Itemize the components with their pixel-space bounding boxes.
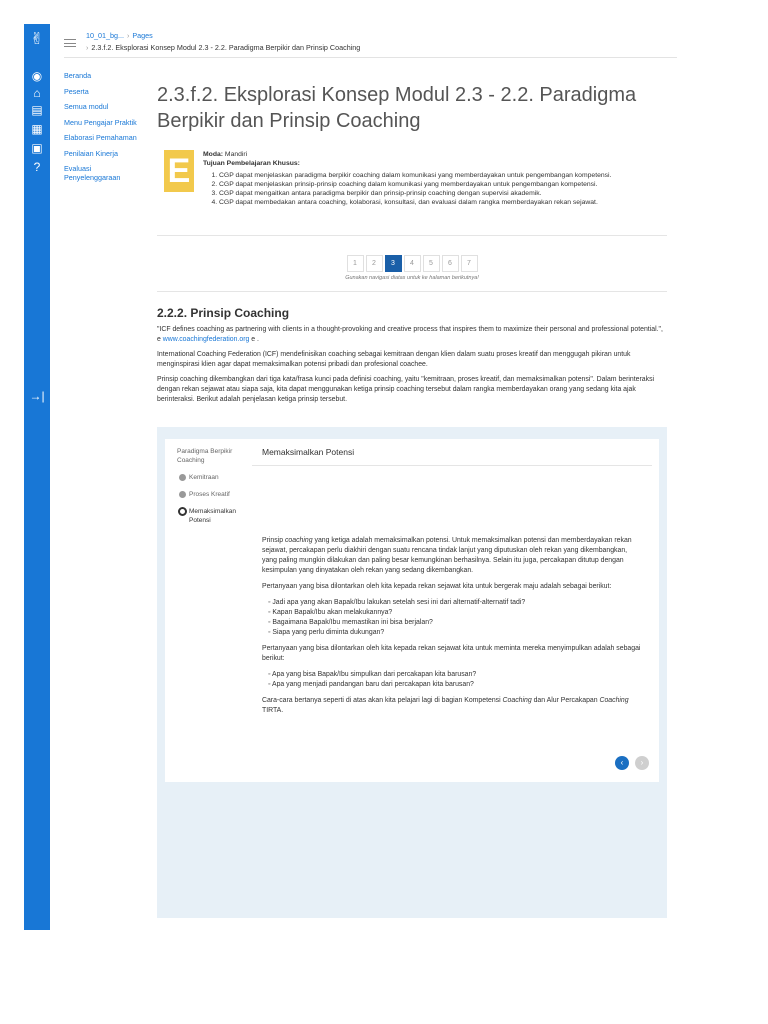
dashboard-icon[interactable]: ⌂: [33, 86, 41, 100]
pagination: [157, 252, 667, 270]
divider: [157, 291, 667, 292]
objectives-list: [203, 171, 667, 207]
print-icon[interactable]: ▣: [31, 141, 43, 155]
app-logo-icon[interactable]: ✌: [30, 31, 44, 48]
text-run: TIRTA.: [262, 707, 284, 714]
tab-paragraph-2: Pertanyaan yang bisa dilontarkan oleh kita kepada rekan sejawat kita untuk bergerak maju adalah sebagai berikut:: [262, 583, 612, 590]
text-emphasis: coaching: [284, 537, 313, 544]
objectives-text: [203, 150, 667, 207]
sidebar-item-menu-pengajar[interactable]: Menu Pengajar Praktik: [64, 117, 137, 127]
sidebar-item-peserta[interactable]: Peserta: [64, 86, 89, 96]
page-button-2[interactable]: 2: [366, 255, 383, 272]
text-run: yang ketiga adalah memaksimalkan potensi. Untuk memaksimalkan potensi dan memberdayakan rekan sejawat, percakapan perlu diakhiri dengan suatu rencana tindak lanjut yang diputuskan oleh rekan yang dikembangkan, yang paling mungkin dilakukan dan paling besar kemungkinan berhasilnya. Selain itu juga, percakapan ditutup dengan kesimpulan yang dinyatakan oleh rekan yang sedang dikembangkan.: [262, 537, 632, 574]
objectives-box: [157, 150, 667, 236]
page-button-1[interactable]: 1: [347, 255, 364, 272]
sidebar-item-penilaian[interactable]: Penilaian Kinerja: [64, 148, 118, 158]
text-run: dan Alur Percakapan: [531, 697, 600, 704]
collapse-icon[interactable]: →|: [29, 389, 45, 403]
icf-quote: [157, 325, 667, 345]
page-title: 2.3.f.2. Eksplorasi Konsep Modul 2.3 - 2.2. Paradigma Berpikir dan Prinsip Coaching: [157, 84, 637, 132]
page-button-7[interactable]: 7: [461, 255, 478, 272]
section-paragraph-2: Prinsip coaching dikembangkan dari tiga kata/frasa kunci pada definisi coaching, yaitu "kemitraan, proses kreatif, dan memaksimalkan potensi". Dalam berinteraksi dengan rekan sejawat atau siapa saja, kita dapat menggunakan ketiga prinsip coaching tersebut dalam rangka memberdayakan orang yang sedang kita ajak berinteraksi. Berikut adalah penjelasan ketiga prinsip tersebut.: [157, 376, 655, 403]
text-run: Cara-cara bertanya seperti di atas akan kita pelajari lagi di bagian Kompetensi: [262, 697, 503, 704]
page-button-5[interactable]: 5: [423, 255, 440, 272]
user-icon[interactable]: ◉: [31, 69, 43, 83]
radio-icon: [179, 491, 186, 498]
pagination-hint: Gunakan navigasi diatas untuk ke halaman berikutnya!: [345, 275, 479, 281]
objectives-heading: Tujuan Pembelajaran Khusus:: [203, 160, 300, 167]
tabs-card: [165, 439, 659, 782]
explore-badge-icon: E: [164, 150, 194, 192]
tab-content-text: [252, 536, 652, 716]
top-bar: [64, 28, 677, 58]
section-heading: 2.2.2. Prinsip Coaching: [157, 306, 290, 320]
help-icon[interactable]: ?: [33, 160, 41, 174]
tab-paragraph-4: [262, 696, 642, 716]
tab-memaksimalkan-potensi[interactable]: [177, 507, 247, 525]
question-list-2: [262, 670, 642, 690]
objective-item: 1. CGP dapat menjelaskan paradigma berpikir coaching dalam komunikasi yang memberdayakan untuk pengembangan kompetensi.: [219, 171, 667, 180]
mode-value: Mandiri: [224, 151, 248, 158]
chevron-right-icon: ›: [86, 43, 89, 52]
icf-link[interactable]: www.coachingfederation.org: [162, 336, 250, 343]
external-link-icon: e .: [251, 336, 259, 343]
tabs-nav-title: Paradigma Berpikir Coaching: [177, 448, 233, 464]
tabs-panel: [157, 427, 667, 918]
breadcrumb: 10_01_bg... › Pages: [86, 31, 153, 40]
tab-paragraph-3: Pertanyaan yang bisa dilontarkan oleh kita kepada rekan sejawat kita untuk meminta mereka menyimpulkan adalah sebagai berikut:: [262, 645, 641, 662]
list-item: ◦ Siapa yang perlu diminta dukungan?: [268, 628, 642, 638]
sidebar-item-evaluasi[interactable]: Evaluasi Penyelenggaraan: [64, 164, 121, 182]
objective-item: 3. CGP dapat mengaitkan antara paradigma berpikir dan prinsip-prinsip coaching dengan supervisi akademik.: [219, 189, 667, 198]
list-item: ◦ Jadi apa yang akan Bapak/Ibu lakukan setelah sesi ini dari alternatif-alternatif tadi?: [268, 598, 642, 608]
breadcrumb-current: [86, 43, 360, 52]
radio-selected-icon: [178, 507, 187, 516]
objective-item: 2. CGP dapat menjelaskan prinsip-prinsip coaching dalam komunikasi yang memberdayakan untuk pengembangan kompetensi.: [219, 180, 667, 189]
section-paragraph-1: International Coaching Federation (ICF) mendefinisikan coaching sebagai kemitraan dengan klien dalam suatu proses kreatif dan menggugah pikiran untuk menginspirasi klien agar dapat memaksimalkan potensi pribadi dan profesional coachee.: [157, 351, 631, 368]
objective-item: 4. CGP dapat membedakan antara coaching, kolaborasi, konsultasi, dan evaluasi dalam rangka memberdayakan rekan sejawat.: [219, 198, 667, 207]
left-rail: [24, 24, 50, 930]
sidebar-item-semua-modul[interactable]: Semua modul: [64, 102, 109, 111]
text-emphasis: Coaching: [502, 697, 532, 704]
page-button-3[interactable]: 3: [385, 255, 402, 272]
breadcrumb-pages-link[interactable]: Pages: [132, 31, 153, 40]
tab-nav-buttons: [609, 752, 649, 770]
hamburger-menu-icon[interactable]: [64, 39, 76, 47]
previous-tab-button[interactable]: ‹: [615, 756, 629, 770]
clipboard-icon[interactable]: ▤: [31, 103, 43, 117]
breadcrumb-course-link[interactable]: 10_01_bg...: [86, 31, 124, 40]
question-list-1: [262, 598, 642, 638]
tab-content-heading: Memaksimalkan Potensi: [252, 439, 652, 466]
tab-label: Memaksimalkan Potensi: [189, 508, 236, 524]
tab-content: [252, 439, 652, 716]
tab-proses-kreatif[interactable]: [177, 490, 247, 499]
next-tab-button[interactable]: ›: [635, 756, 649, 770]
main-content: [157, 82, 667, 405]
text-run: Prinsip: [262, 537, 285, 544]
list-item: ◦ Apa yang menjadi pandangan baru dari percakapan kita barusan?: [268, 680, 642, 690]
sidebar-item-beranda[interactable]: Beranda: [64, 71, 92, 80]
calendar-icon[interactable]: ▦: [31, 122, 43, 136]
sidebar-nav: [64, 72, 148, 189]
mode-label: Moda:: [203, 151, 224, 158]
radio-icon: [179, 474, 186, 481]
sidebar-item-elaborasi[interactable]: Elaborasi Pemahaman: [64, 133, 137, 142]
tab-label: Kemitraan: [189, 474, 219, 481]
list-item: ◦ Kapan Bapak/Ibu akan melakukannya?: [268, 608, 642, 618]
list-item: ◦ Apa yang bisa Bapak/Ibu simpulkan dari percakapan kita barusan?: [268, 670, 642, 680]
text-emphasis: Coaching: [599, 697, 629, 704]
page-button-6[interactable]: 6: [442, 255, 459, 272]
tab-paragraph-1: [262, 536, 642, 576]
page-button-4[interactable]: 4: [404, 255, 421, 272]
tab-label: Proses Kreatif: [189, 491, 230, 498]
tab-kemitraan[interactable]: [177, 473, 247, 482]
list-item: ◦ Bagaimana Bapak/Ibu memastikan ini bisa berjalan?: [268, 618, 642, 628]
icf-quote-text: "ICF defines coaching as partnering with clients in a thought-provoking and creative process that inspires them to maximize their personal and professional potential.", e: [157, 326, 663, 343]
breadcrumb-current-label: 2.3.f.2. Eksplorasi Konsep Modul 2.3 - 2.2. Paradigma Berpikir dan Prinsip Coaching: [91, 43, 361, 52]
tabs-nav: [177, 447, 247, 525]
